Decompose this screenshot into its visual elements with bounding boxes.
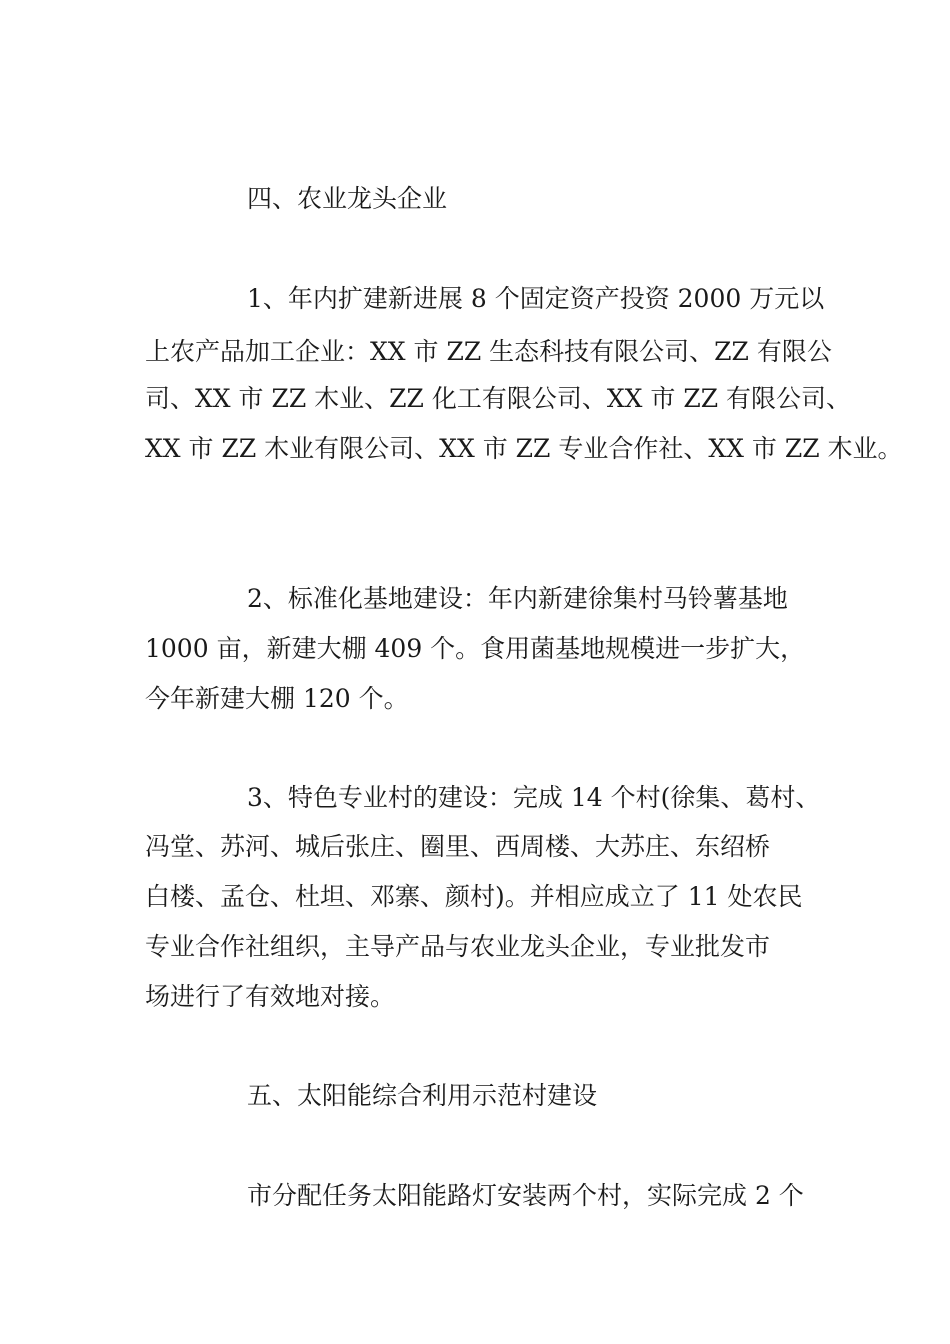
section-heading: 五、太阳能综合利用示范村建设	[247, 1081, 598, 1110]
paragraph-line: 专业合作社组织，主导产品与农业龙头企业，专业批发市	[145, 932, 771, 961]
paragraph-line: 司、XX 市 ZZ 木业、ZZ 化工有限公司、XX 市 ZZ 有限公司、	[145, 384, 852, 413]
paragraph-line: 市分配任务太阳能路灯安装两个村，实际完成 2 个	[247, 1181, 804, 1210]
paragraph-line: 3、特色专业村的建设：完成 14 个村(徐集、葛村、	[247, 783, 821, 812]
paragraph-line: 场进行了有效地对接。	[145, 982, 396, 1011]
paragraph-line: XX 市 ZZ 木业有限公司、XX 市 ZZ 专业合作社、XX 市 ZZ 木业。	[145, 434, 903, 463]
paragraph-line: 上农产品加工企业：XX 市 ZZ 生态科技有限公司、ZZ 有限公	[145, 337, 832, 366]
paragraph-line: 白楼、孟仓、杜坦、邓寨、颜村)。并相应成立了 11 处农民	[145, 882, 803, 911]
paragraph-line: 2、标准化基地建设：年内新建徐集村马铃薯基地	[247, 584, 788, 613]
paragraph-line: 今年新建大棚 120 个。	[145, 684, 409, 713]
paragraph-line: 1000 亩，新建大棚 409 个。食用菌基地规模进一步扩大，	[145, 634, 806, 663]
paragraph-line: 1、年内扩建新进展 8 个固定资产投资 2000 万元以	[247, 284, 825, 313]
paragraph-line: 冯堂、苏河、城后张庄、圈里、西周楼、大苏庄、东绍桥	[145, 832, 771, 861]
section-heading: 四、农业龙头企业	[247, 184, 448, 213]
